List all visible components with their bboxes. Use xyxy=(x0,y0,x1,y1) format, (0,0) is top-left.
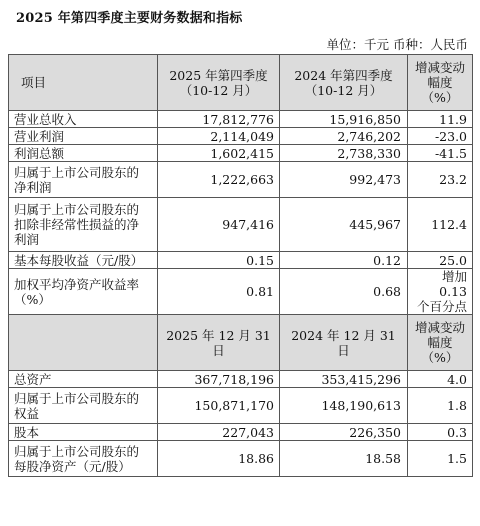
value-current: 0.81 xyxy=(158,269,280,315)
header-change-line2: 幅度 xyxy=(427,335,453,350)
header-change-line3: （%） xyxy=(421,90,459,105)
value-current: 227,043 xyxy=(158,424,280,441)
value-prior: 353,415,296 xyxy=(280,371,408,388)
row-label-line: 加权平均净资产收益率 xyxy=(14,276,140,292)
row-label xyxy=(9,145,158,162)
row-label-line: 基本每股收益（元/股） xyxy=(14,252,144,268)
value-change xyxy=(408,424,473,441)
value-change xyxy=(408,111,473,128)
header-change-line2: 幅度 xyxy=(427,75,453,90)
value-change-line: 11.9 xyxy=(439,111,467,127)
row-label xyxy=(9,252,158,269)
value-prior: 0.68 xyxy=(280,269,408,315)
row-label-line: （%） xyxy=(14,291,51,307)
table-row xyxy=(9,128,473,145)
row-label xyxy=(9,388,158,424)
value-change xyxy=(408,441,473,477)
table-header-row-balance xyxy=(9,315,473,371)
row-label-line: 归属于上市公司股东的 xyxy=(14,390,140,406)
table-row xyxy=(9,371,473,388)
header-change-line1: 增减变动 xyxy=(414,60,465,75)
value-change-line: -23.0 xyxy=(434,128,467,144)
value-change xyxy=(408,388,473,424)
table-row xyxy=(9,441,473,477)
value-current: 150,871,170 xyxy=(158,388,280,424)
row-label xyxy=(9,111,158,128)
value-change xyxy=(408,252,473,269)
header-2025-q4-line1: 2025 年第四季度 xyxy=(169,67,268,83)
row-label-line: 净利润 xyxy=(14,179,52,195)
header-change-pct-2 xyxy=(408,315,473,371)
row-label xyxy=(9,424,158,441)
value-current: 18.86 xyxy=(158,441,280,477)
row-label-line: 归属于上市公司股东的 xyxy=(14,443,140,459)
value-change xyxy=(408,198,473,252)
row-label-line: 权益 xyxy=(14,405,40,421)
value-prior: 15,916,850 xyxy=(280,111,408,128)
row-label-line: 股本 xyxy=(14,424,40,440)
value-prior: 18.58 xyxy=(280,441,408,477)
row-label-line: 归属于上市公司股东的 xyxy=(14,164,140,180)
value-change xyxy=(408,145,473,162)
value-prior: 0.12 xyxy=(280,252,408,269)
row-label-line: 归属于上市公司股东的 xyxy=(14,202,140,217)
value-current: 1,602,415 xyxy=(158,145,280,162)
page-title: 2025 年第四季度主要财务数据和指标 xyxy=(16,11,243,26)
value-change-line: 个百分点 xyxy=(416,299,467,314)
value-change-line: 23.2 xyxy=(439,172,467,187)
value-change-line: 0.3 xyxy=(447,424,467,440)
row-label-line: 营业利润 xyxy=(14,128,65,144)
header-2025-q4 xyxy=(158,55,280,111)
value-current: 947,416 xyxy=(158,198,280,252)
value-prior: 148,190,613 xyxy=(280,388,408,424)
table-row xyxy=(9,269,473,315)
header-2025-q4-line2: （10-12 月） xyxy=(179,82,258,98)
row-label xyxy=(9,269,158,315)
value-change-line: 增加 0.13 xyxy=(439,269,467,299)
value-prior: 2,746,202 xyxy=(280,128,408,145)
table-row xyxy=(9,252,473,269)
value-change-line: 25.0 xyxy=(439,252,467,268)
row-label-line: 利润总额 xyxy=(14,145,65,161)
value-change-line: 1.5 xyxy=(447,451,467,466)
row-label-line: 总资产 xyxy=(14,371,52,387)
value-prior: 992,473 xyxy=(280,162,408,198)
header-2024-12-31: 2024 年 12 月 31 日 xyxy=(280,315,408,371)
value-change xyxy=(408,371,473,388)
table-row xyxy=(9,111,473,128)
financial-data-table xyxy=(8,54,473,477)
row-label-line: 营业总收入 xyxy=(14,111,77,127)
value-current: 1,222,663 xyxy=(158,162,280,198)
unit-currency-note: 单位：千元 币种：人民币 xyxy=(326,37,468,52)
row-label xyxy=(9,198,158,252)
header-2024-q4 xyxy=(280,55,408,111)
value-prior: 226,350 xyxy=(280,424,408,441)
value-prior: 445,967 xyxy=(280,198,408,252)
row-label xyxy=(9,128,158,145)
value-current: 367,718,196 xyxy=(158,371,280,388)
table-row xyxy=(9,424,473,441)
header-blank xyxy=(9,315,158,371)
value-current: 2,114,049 xyxy=(158,128,280,145)
table-row xyxy=(9,162,473,198)
value-current: 17,812,776 xyxy=(158,111,280,128)
row-label-line: 利润 xyxy=(14,232,40,247)
value-change-line: 1.8 xyxy=(447,398,467,413)
header-change-line1: 增减变动 xyxy=(414,320,465,335)
header-2025-12-31: 2025 年 12 月 31 日 xyxy=(158,315,280,371)
row-label xyxy=(9,162,158,198)
header-item: 项目 xyxy=(9,55,158,111)
header-change-line3: （%） xyxy=(421,350,459,365)
value-change xyxy=(408,269,473,315)
table-row xyxy=(9,145,473,162)
header-2024-q4-line1: 2024 年第四季度 xyxy=(294,67,393,83)
value-current: 0.15 xyxy=(158,252,280,269)
table-row xyxy=(9,388,473,424)
value-change xyxy=(408,128,473,145)
row-label-line: 每股净资产（元/股） xyxy=(14,458,131,474)
value-change-line: 112.4 xyxy=(431,217,467,232)
row-label xyxy=(9,371,158,388)
header-change-pct xyxy=(408,55,473,111)
row-label-line: 扣除非经常性损益的净 xyxy=(14,217,140,232)
value-change-line: 4.0 xyxy=(447,371,467,387)
table-row xyxy=(9,198,473,252)
value-change xyxy=(408,162,473,198)
value-change-line: -41.5 xyxy=(434,145,467,161)
header-2024-q4-line2: （10-12 月） xyxy=(304,82,383,98)
value-prior: 2,738,330 xyxy=(280,145,408,162)
table-header-row xyxy=(9,55,473,111)
row-label xyxy=(9,441,158,477)
